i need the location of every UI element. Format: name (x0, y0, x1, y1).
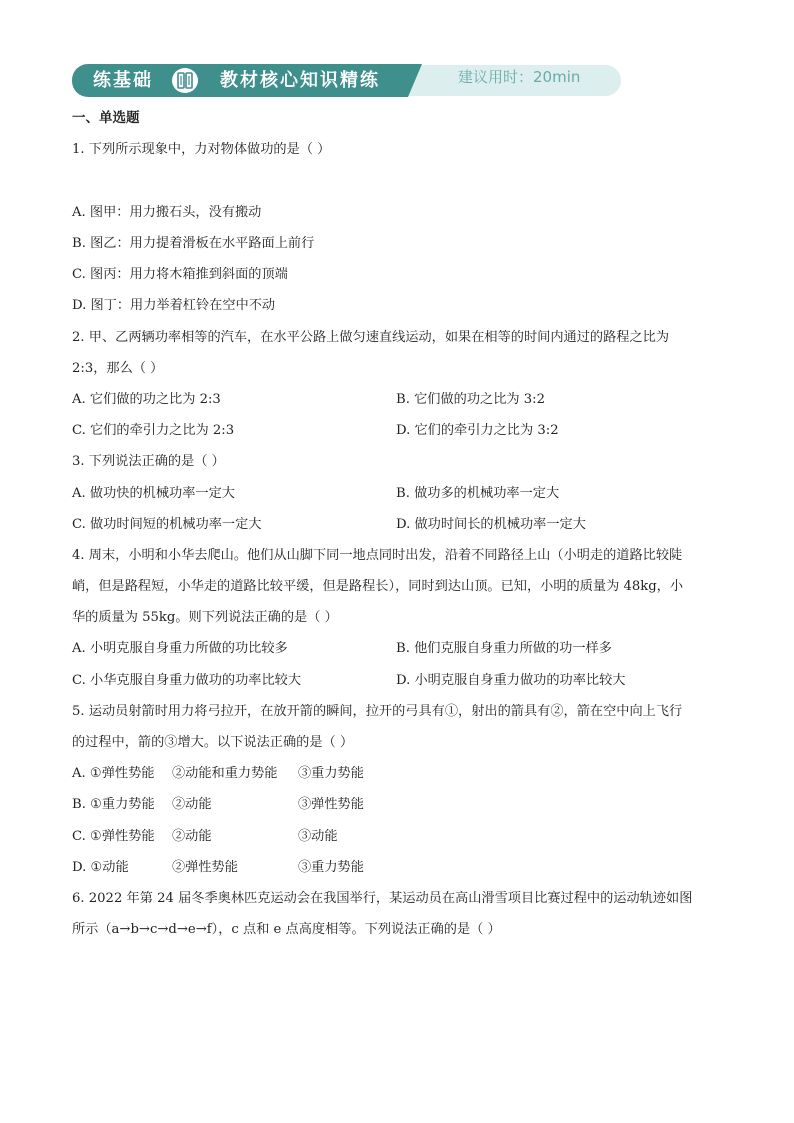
book-icon (170, 66, 200, 95)
q1-option-d: D. 图丁：用力举着杠铃在空中不动 (72, 298, 276, 313)
q1-option-b: B. 图乙：用力提着滑板在水平路面上前行 (72, 236, 315, 251)
q5-d-part3: ③重力势能 (298, 860, 364, 875)
question-4-stem-line3: 华的质量为 55kg。则下列说法正确的是（ ） (72, 610, 338, 625)
q4-option-a: A. 小明克服自身重力所做的功比较多 (72, 641, 288, 656)
q5-b-part1: B. ①重力势能 (72, 797, 155, 812)
q4-option-c: C. 小华克服自身重力做功的功率比较大 (72, 673, 302, 688)
question-2-stem-line2: 2:3，那么（ ） (72, 361, 164, 376)
q3-option-b: B. 做功多的机械功率一定大 (396, 486, 560, 501)
q5-c-part1: C. ①弹性势能 (72, 829, 155, 844)
question-6-stem-line1: 6. 2022 年第 24 届冬季奥林匹克运动会在我国举行，某运动员在高山滑雪项目比赛过程中的运动轨迹如图 (72, 891, 693, 906)
question-2-stem-line1: 2. 甲、乙两辆功率相等的汽车，在水平公路上做匀速直线运动，如果在相等的时间内通过的路程之比为 (72, 330, 670, 345)
q5-a-part1: A. ①弹性势能 (72, 766, 155, 781)
q2-option-d: D. 它们的牵引力之比为 3:2 (396, 423, 559, 438)
question-5-stem-line1: 5. 运动员射箭时用力将弓拉开，在放开箭的瞬间，拉开的弓具有①，射出的箭具有②，箭在空中向上飞行 (72, 704, 683, 719)
q5-option-d (72, 859, 364, 877)
q5-c-part2: ②动能 (172, 829, 212, 844)
q2-option-a: A. 它们做的功之比为 2:3 (72, 392, 221, 407)
question-5-stem-line2: 的过程中，箭的③增大。以下说法正确的是（ ） (72, 735, 354, 750)
q5-a-part3: ③重力势能 (298, 766, 364, 781)
q5-a-part2: ②动能和重力势能 (172, 766, 278, 781)
q5-option-a (72, 765, 364, 783)
q1-option-c: C. 图丙：用力将木箱推到斜面的顶端 (72, 267, 288, 282)
q1-option-a: A. 图甲：用力搬石头，没有搬动 (72, 205, 262, 220)
q5-option-c (72, 828, 338, 846)
q5-b-part3: ③弹性势能 (298, 797, 364, 812)
section-banner (72, 64, 621, 97)
section-title: 一、单选题 (72, 110, 140, 126)
q5-d-part1: D. ①动能 (72, 860, 129, 875)
q5-c-part3: ③动能 (298, 829, 338, 844)
q3-option-a: A. 做功快的机械功率一定大 (72, 486, 235, 501)
question-4-stem-line1: 4. 周末，小明和小华去爬山。他们从山脚下同一地点同时出发，沿着不同路径上山（小明走的道路比较陡 (72, 548, 683, 563)
question-3-stem: 3. 下列说法正确的是（ ） (72, 454, 225, 469)
q3-option-d: D. 做功时间长的机械功率一定大 (396, 517, 586, 532)
q4-option-b: B. 他们克服自身重力所做的功一样多 (396, 641, 612, 656)
question-6-stem-line2: 所示（a→b→c→d→e→f），c 点和 e 点高度相等。下列说法正确的是（ ） (72, 922, 501, 937)
q2-option-c: C. 它们的牵引力之比为 2:3 (72, 423, 235, 438)
q5-b-part2: ②动能 (172, 797, 212, 812)
question-4-stem-line2: 峭，但是路程短，小华走的道路比较平缓，但是路程长），同时到达山顶。已知，小明的质量为 48kg，小 (72, 579, 684, 594)
q2-option-b: B. 它们做的功之比为 3:2 (396, 392, 545, 407)
time-hint: 建议用时：20min (458, 68, 581, 86)
q3-option-c: C. 做功时间短的机械功率一定大 (72, 517, 262, 532)
question-1-stem: 1. 下列所示现象中，力对物体做功的是（ ） (72, 142, 331, 157)
banner-left-label: 练基础 (93, 70, 153, 91)
q5-d-part2: ②弹性势能 (172, 860, 238, 875)
q5-option-b (72, 796, 364, 814)
banner-right-label: 教材核心知识精练 (220, 70, 380, 91)
q4-option-d: D. 小明克服自身重力做功的功率比较大 (396, 673, 626, 688)
